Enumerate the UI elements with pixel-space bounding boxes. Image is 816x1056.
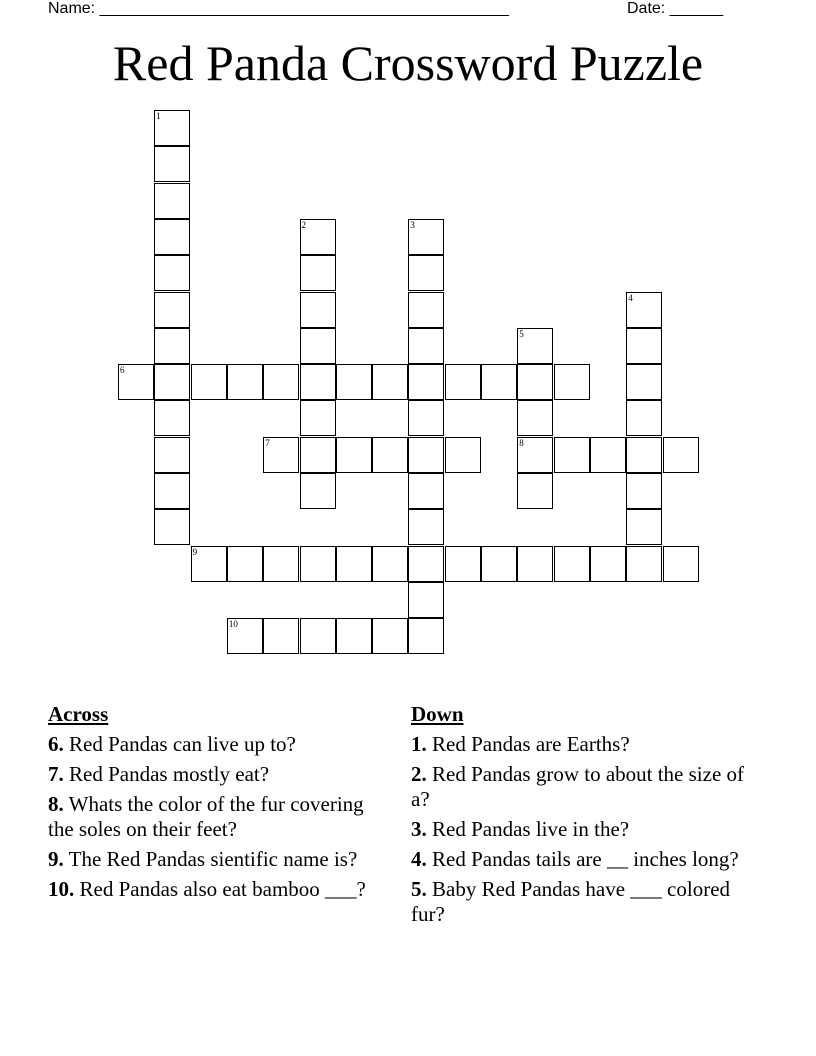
down-clue (411, 847, 751, 872)
clue-text: Red Pandas grow to about the size of a? (411, 762, 745, 811)
grid-cell[interactable] (408, 582, 444, 618)
clue-number: 10. (48, 877, 75, 901)
across-clue (48, 792, 388, 842)
clue-text: Whats the color of the fur covering the soles on their feet? (48, 792, 364, 841)
clue-number: 5. (411, 877, 427, 901)
grid-cell[interactable] (300, 437, 336, 473)
cell-number: 4 (628, 292, 633, 303)
grid-cell[interactable] (408, 437, 444, 473)
down-clue (411, 817, 751, 842)
clue-text: Red Pandas tails are __ inches long? (432, 847, 739, 871)
grid-cell[interactable] (336, 437, 372, 473)
name-blank[interactable]: ______________________________________________ (99, 0, 509, 17)
grid-cell[interactable] (154, 255, 190, 291)
grid-cell[interactable] (336, 546, 372, 582)
clue-number: 7. (48, 762, 64, 786)
grid-cell[interactable] (154, 146, 190, 182)
grid-cell[interactable] (154, 328, 190, 364)
cell-number: 3 (410, 219, 415, 230)
grid-cell[interactable] (554, 546, 590, 582)
grid-cell[interactable] (227, 618, 263, 654)
grid-cell[interactable] (154, 509, 190, 545)
grid-cell[interactable] (481, 364, 517, 400)
grid-cell[interactable] (590, 437, 626, 473)
grid-cell[interactable] (300, 255, 336, 291)
grid-cell[interactable] (191, 546, 227, 582)
clue-number: 6. (48, 732, 64, 756)
clue-text: Red Pandas live in the? (432, 817, 630, 841)
down-clue (411, 762, 751, 812)
across-clue (48, 847, 388, 872)
grid-cell[interactable] (154, 110, 190, 146)
cell-number: 10 (228, 619, 238, 630)
grid-cell[interactable] (626, 364, 662, 400)
grid-cell[interactable] (590, 546, 626, 582)
grid-cell[interactable] (408, 473, 444, 509)
name-label: Name: (48, 0, 96, 17)
clue-number: 2. (411, 762, 427, 786)
down-clues (411, 702, 751, 932)
across-clue (48, 732, 388, 757)
grid-cell[interactable] (336, 618, 372, 654)
grid-cell[interactable] (154, 364, 190, 400)
grid-cell[interactable] (154, 219, 190, 255)
grid-cell[interactable] (227, 546, 263, 582)
cell-number: 7 (265, 437, 270, 448)
clue-text: The Red Pandas sientific name is? (68, 847, 358, 871)
grid-cell[interactable] (300, 546, 336, 582)
across-clues (48, 702, 388, 907)
grid-cell[interactable] (663, 437, 699, 473)
grid-cell[interactable] (372, 618, 408, 654)
grid-cell[interactable] (408, 546, 444, 582)
date-label: Date: (627, 0, 666, 17)
clue-number: 4. (411, 847, 427, 871)
grid-cell[interactable] (263, 546, 299, 582)
cell-number: 2 (301, 219, 306, 230)
clue-number: 1. (411, 732, 427, 756)
grid-cell[interactable] (336, 364, 372, 400)
grid-cell[interactable] (300, 400, 336, 436)
grid-cell[interactable] (517, 473, 553, 509)
grid-cell[interactable] (300, 473, 336, 509)
grid-cell[interactable] (408, 255, 444, 291)
clue-text: Red Pandas also eat bamboo ___? (79, 877, 366, 901)
grid-cell[interactable] (626, 473, 662, 509)
grid-cell[interactable] (626, 546, 662, 582)
grid-cell[interactable] (408, 618, 444, 654)
grid-cell[interactable] (408, 509, 444, 545)
grid-cell[interactable] (517, 400, 553, 436)
grid-cell[interactable] (300, 292, 336, 328)
grid-cell[interactable] (445, 364, 481, 400)
grid-cell[interactable] (263, 618, 299, 654)
grid-cell[interactable] (372, 364, 408, 400)
clue-text: Baby Red Pandas have ___ colored fur? (411, 877, 731, 926)
grid-cell[interactable] (408, 292, 444, 328)
grid-cell[interactable] (517, 437, 553, 473)
grid-cell[interactable] (408, 328, 444, 364)
grid-cell[interactable] (517, 364, 553, 400)
date-blank[interactable]: ______ (669, 0, 724, 17)
down-clue (411, 877, 751, 927)
down-clue (411, 732, 751, 757)
cell-number: 8 (519, 437, 524, 448)
grid-cell[interactable] (300, 618, 336, 654)
grid-cell[interactable] (372, 437, 408, 473)
cell-number: 1 (156, 111, 161, 121)
grid-cell[interactable] (263, 364, 299, 400)
grid-cell[interactable] (154, 400, 190, 436)
grid-cell[interactable] (154, 292, 190, 328)
grid-cell[interactable] (554, 364, 590, 400)
grid-cell[interactable] (118, 364, 154, 400)
across-heading: Across (48, 702, 109, 726)
across-clue (48, 762, 388, 787)
grid-cell[interactable] (227, 364, 263, 400)
clue-number: 8. (48, 792, 64, 816)
grid-cell[interactable] (300, 328, 336, 364)
grid-cell[interactable] (626, 328, 662, 364)
grid-cell[interactable] (372, 546, 408, 582)
grid-cell[interactable] (154, 473, 190, 509)
across-clue (48, 877, 388, 902)
grid-cell[interactable] (408, 364, 444, 400)
grid-cell[interactable] (626, 400, 662, 436)
grid-cell[interactable] (408, 400, 444, 436)
grid-cell[interactable] (626, 437, 662, 473)
grid-cell[interactable] (445, 546, 481, 582)
grid-cell[interactable] (154, 437, 190, 473)
grid-cell[interactable] (408, 219, 444, 255)
grid-cell[interactable] (626, 292, 662, 328)
cell-number: 6 (120, 365, 125, 376)
cell-number: 5 (519, 328, 524, 339)
cell-number: 9 (192, 546, 198, 557)
page-title: Red Panda Crossword Puzzle (112, 35, 704, 91)
grid-cell[interactable] (191, 364, 227, 400)
grid-cell[interactable] (300, 219, 336, 255)
clue-text: Red Pandas are Earths? (432, 732, 630, 756)
grid-cell[interactable] (481, 546, 517, 582)
grid-cell[interactable] (626, 509, 662, 545)
grid-cell[interactable] (300, 364, 336, 400)
grid-cell[interactable] (517, 546, 553, 582)
clue-number: 3. (411, 817, 427, 841)
grid-cell[interactable] (517, 328, 553, 364)
down-heading: Down (411, 702, 464, 726)
grid-cell[interactable] (154, 183, 190, 219)
clue-text: Red Pandas mostly eat? (69, 762, 270, 786)
clue-text: Red Pandas can live up to? (69, 732, 296, 756)
grid-cell[interactable] (663, 546, 699, 582)
clue-number: 9. (48, 847, 64, 871)
grid-cell[interactable] (445, 437, 481, 473)
grid-cell[interactable] (263, 437, 299, 473)
grid-cell[interactable] (554, 437, 590, 473)
